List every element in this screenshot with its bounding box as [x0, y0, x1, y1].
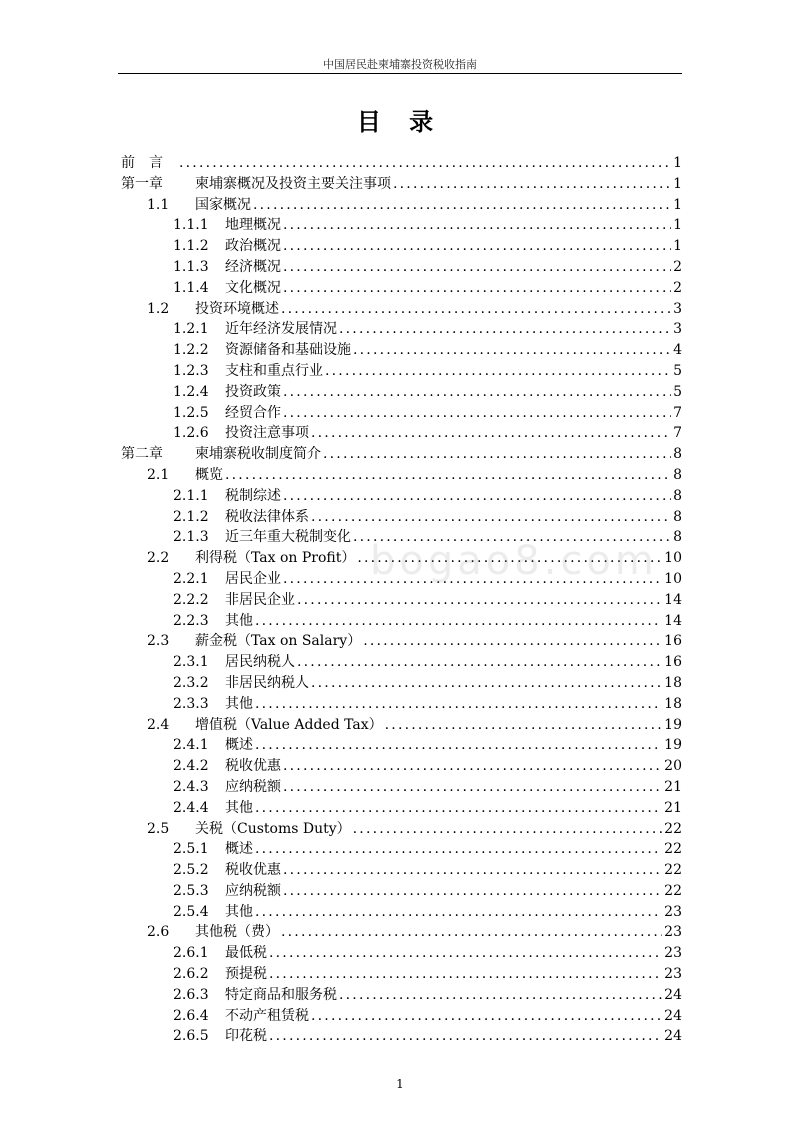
toc-entry-number: 2.6 [147, 924, 170, 941]
toc-entry-title: 其他税（费） [195, 924, 279, 941]
toc-entry-number: 1.1.2 [173, 238, 209, 255]
toc-entry-title: 柬埔寨税收制度简介 [195, 446, 321, 463]
toc-entry[interactable] [121, 195, 682, 216]
toc-entry[interactable] [121, 964, 682, 985]
toc-entry[interactable] [121, 631, 682, 652]
toc-entry-title: 薪金税（Tax on Salary） [195, 633, 362, 650]
toc-entry-number: 1.2.1 [173, 321, 209, 338]
toc-leader-dots [353, 819, 663, 840]
toc-entry-title: 其他 [225, 799, 253, 816]
toc-entry-page: 10 [664, 570, 682, 587]
toc-leader-dots [283, 382, 671, 403]
toc-entry[interactable] [121, 735, 682, 756]
toc-entry-number: 2.5.4 [173, 903, 209, 920]
toc-leader-dots [255, 611, 662, 632]
toc-entry[interactable] [121, 902, 682, 923]
toc-entry[interactable] [121, 527, 682, 548]
toc-entry-title: 居民企业 [225, 570, 281, 587]
toc-entry-number: 2.5.1 [173, 841, 209, 858]
toc-entry-title: 其他 [225, 903, 253, 920]
toc-leader-dots [255, 694, 662, 715]
toc-entry-number: 1.2.5 [173, 404, 209, 421]
toc-entry[interactable] [121, 569, 682, 590]
page-number: 1 [396, 1077, 404, 1091]
toc-entry-title: 投资注意事项 [225, 425, 309, 442]
toc-entry-page: 1 [673, 238, 682, 255]
toc-leader-dots [283, 278, 671, 299]
toc-entry-number: 2.3.3 [173, 695, 209, 712]
toc-leader-dots [255, 735, 662, 756]
toc-leader-dots [283, 486, 671, 507]
toc-entry-page: 23 [664, 903, 682, 920]
toc-entry-number: 1.2.2 [173, 342, 209, 359]
toc-entry-page: 22 [664, 882, 682, 899]
toc-entry-title: 资源储备和基础设施 [225, 342, 351, 359]
toc-entry-number: 2.3 [147, 633, 170, 650]
toc-leader-dots [339, 319, 671, 340]
toc-entry[interactable] [121, 215, 682, 236]
toc-entry-page: 24 [664, 1007, 682, 1024]
toc-entry-title: 概述 [225, 841, 253, 858]
toc-leader-dots [357, 548, 662, 569]
toc-entry-page: 5 [673, 362, 682, 379]
toc-entry-page: 19 [664, 716, 682, 733]
toc-entry-page: 16 [664, 633, 682, 650]
toc-entry-page: 1 [673, 175, 682, 192]
toc-entry-number: 前 言 [121, 155, 163, 171]
toc-entry-title: 地理概况 [225, 217, 281, 234]
toc-entry-page: 1 [673, 155, 682, 171]
toc-entry-number: 2.4.1 [173, 737, 209, 754]
toc-entry-page: 23 [664, 924, 682, 941]
toc-entry-page: 2 [673, 258, 682, 275]
toc-entry[interactable] [121, 798, 682, 819]
toc-entry[interactable] [121, 486, 682, 507]
toc-entry-page: 8 [673, 466, 682, 483]
toc-leader-dots [283, 236, 671, 257]
toc-entry[interactable] [121, 548, 682, 569]
toc-entry-page: 7 [673, 425, 682, 442]
toc-leader-dots [255, 798, 662, 819]
toc-entry-number: 2.6.3 [173, 986, 209, 1003]
toc-entry-number: 2.1.1 [173, 487, 209, 504]
toc-entry-number: 2.1.3 [173, 529, 209, 546]
toc-leader-dots [281, 299, 671, 320]
toc-entry-number: 2.6.1 [173, 945, 209, 962]
toc-leader-dots [311, 1006, 662, 1027]
toc-entry-title: 税收优惠 [225, 862, 281, 879]
toc-entry-number: 2.1 [147, 466, 170, 483]
toc-leader-dots [323, 444, 671, 465]
toc-entry[interactable] [121, 236, 682, 257]
toc-entry[interactable] [121, 922, 682, 943]
toc-entry-number: 2.2.1 [173, 570, 209, 587]
toc-entry-number: 2.6.4 [173, 1007, 209, 1024]
toc-entry-title: 税收优惠 [225, 758, 281, 775]
toc-leader-dots [283, 257, 671, 278]
toc-entry-number: 2.6.5 [173, 1028, 209, 1045]
toc-entry-title: 不动产租赁税 [225, 1007, 309, 1024]
toc-entry[interactable] [121, 756, 682, 777]
toc-leader-dots [353, 340, 671, 361]
watermark: bogao8.com [370, 538, 658, 584]
toc-entry-number: 2.4.3 [173, 778, 209, 795]
toc-entry-page: 10 [664, 550, 682, 567]
toc-leader-dots [269, 943, 662, 964]
toc-entry-number: 2.4.2 [173, 758, 209, 775]
toc-entry-number: 2.3.2 [173, 674, 209, 691]
toc-entry[interactable] [121, 382, 682, 403]
toc-entry-page: 23 [664, 945, 682, 962]
toc-entry-title: 税制综述 [225, 487, 281, 504]
toc-entry-title: 应纳税额 [225, 778, 281, 795]
toc-entry-title: 文化概况 [225, 279, 281, 296]
toc-entry[interactable] [121, 715, 682, 736]
toc-entry-title: 经济概况 [225, 258, 281, 275]
toc-entry-number: 2.2.3 [173, 612, 209, 629]
toc-entry-title: 应纳税额 [225, 882, 281, 899]
toc-entry-title: 其他 [225, 695, 253, 712]
toc-entry-title: 利得税（Tax on Profit） [195, 550, 356, 567]
toc-leader-dots [283, 756, 662, 777]
toc-entry-number: 第一章 [121, 175, 163, 192]
toc-leader-dots [311, 423, 671, 444]
toc-leader-dots [283, 569, 662, 590]
running-header: 中国居民赴柬埔寨投资税收指南 [323, 58, 477, 71]
toc-entry-title: 其他 [225, 612, 253, 629]
toc-entry-number: 2.1.2 [173, 508, 209, 525]
toc-leader-dots [393, 174, 671, 195]
toc-entry-title: 政治概况 [225, 238, 281, 255]
toc-entry-number: 1.2.6 [173, 425, 209, 442]
toc-entry-number: 1.1.4 [173, 279, 209, 296]
toc-entry-number: 2.6.2 [173, 966, 209, 983]
toc-leader-dots [385, 715, 663, 736]
toc-leader-dots [255, 902, 662, 923]
toc-entry-title: 经贸合作 [225, 404, 281, 421]
toc-leader-dots [179, 153, 671, 174]
toc-entry-number: 1.1.3 [173, 258, 209, 275]
toc-entry-number: 1.2 [147, 300, 170, 317]
toc-entry-title: 居民纳税人 [225, 654, 295, 671]
toc-leader-dots [255, 839, 662, 860]
toc-entry-page: 3 [673, 321, 682, 338]
toc-leader-dots [253, 195, 671, 216]
toc-entry-page: 8 [673, 508, 682, 525]
toc-entry[interactable] [121, 299, 682, 320]
toc-entry[interactable] [121, 1026, 682, 1047]
toc-entry[interactable] [121, 257, 682, 278]
toc-entry-page: 4 [673, 342, 682, 359]
toc-leader-dots [225, 465, 671, 486]
toc-leader-dots [269, 964, 662, 985]
toc-entry-page: 8 [673, 487, 682, 504]
toc-entry[interactable] [121, 881, 682, 902]
toc-entry-number: 1.1.1 [173, 217, 209, 234]
toc-entry-page: 23 [664, 966, 682, 983]
toc-entry[interactable] [121, 839, 682, 860]
toc-entry-page: 20 [664, 758, 682, 775]
toc-entry-page: 8 [673, 529, 682, 546]
toc-entry[interactable] [121, 319, 682, 340]
toc-entry-title: 关税（Customs Duty） [195, 820, 351, 837]
toc-leader-dots [283, 860, 662, 881]
toc-entry-page: 1 [673, 196, 682, 213]
toc-entry-title: 国家概况 [195, 196, 251, 213]
toc-entry-title: 非居民纳税人 [225, 674, 309, 691]
toc-entry-page: 8 [673, 446, 682, 463]
toc-entry-title: 非居民企业 [225, 591, 295, 608]
toc-leader-dots [325, 361, 671, 382]
toc-entry[interactable] [121, 673, 682, 694]
toc-entry-number: 1.1 [147, 196, 170, 213]
toc-entry[interactable] [121, 403, 682, 424]
toc-entry-page: 7 [673, 404, 682, 421]
toc-entry-title: 特定商品和服务税 [225, 986, 337, 1003]
toc-leader-dots [311, 673, 662, 694]
toc-entry[interactable] [121, 423, 682, 444]
toc-entry-number: 2.4 [147, 716, 170, 733]
toc-entry-page: 22 [664, 841, 682, 858]
toc-leader-dots [283, 881, 662, 902]
toc-entry-title: 最低税 [225, 945, 267, 962]
toc-entry[interactable] [121, 777, 682, 798]
toc-entry-page: 22 [664, 862, 682, 879]
toc-entry-page: 3 [673, 300, 682, 317]
toc-entry-number: 1.2.4 [173, 383, 209, 400]
toc-entry-page: 5 [673, 383, 682, 400]
toc-entry-page: 24 [664, 1028, 682, 1045]
toc-entry-page: 14 [664, 612, 682, 629]
toc-entry[interactable] [121, 819, 682, 840]
toc-leader-dots [283, 215, 671, 236]
header-rule [118, 73, 682, 74]
toc-entry[interactable] [121, 590, 682, 611]
toc-entry[interactable] [121, 985, 682, 1006]
toc-entry-number: 2.3.1 [173, 654, 209, 671]
toc-entry[interactable] [121, 611, 682, 632]
toc-entry-title: 概览 [195, 466, 223, 483]
toc-leader-dots [283, 403, 671, 424]
toc-leader-dots [281, 922, 662, 943]
toc-entry-page: 18 [664, 695, 682, 712]
toc-entry-title: 投资环境概述 [195, 300, 279, 317]
toc-entry-title: 近三年重大税制变化 [225, 529, 351, 546]
toc-entry-title: 投资政策 [225, 383, 281, 400]
toc-entry[interactable] [121, 465, 682, 486]
toc-entry-page: 16 [664, 654, 682, 671]
toc-title: 目 录 [356, 107, 444, 136]
toc-entry[interactable] [121, 278, 682, 299]
toc-entry-page: 1 [673, 217, 682, 234]
toc-entry-title: 支柱和重点行业 [225, 362, 323, 379]
toc-leader-dots [283, 777, 662, 798]
toc-entry-title: 柬埔寨概况及投资主要关注事项 [195, 175, 391, 192]
toc-entry-page: 18 [664, 674, 682, 691]
toc-list [121, 153, 682, 1047]
toc-entry-page: 14 [664, 591, 682, 608]
toc-leader-dots [311, 507, 671, 528]
toc-entry[interactable] [121, 153, 682, 174]
toc-entry-number: 1.2.3 [173, 362, 209, 379]
toc-entry-number: 2.5 [147, 820, 170, 837]
toc-leader-dots [363, 631, 662, 652]
toc-leader-dots [353, 527, 671, 548]
toc-entry[interactable] [121, 174, 682, 195]
toc-entry-page: 19 [664, 737, 682, 754]
toc-entry[interactable] [121, 943, 682, 964]
toc-entry[interactable] [121, 444, 682, 465]
toc-entry-page: 21 [664, 778, 682, 795]
toc-entry[interactable] [121, 507, 682, 528]
toc-leader-dots [297, 590, 662, 611]
toc-leader-dots [339, 985, 662, 1006]
toc-entry-title: 增值税（Value Added Tax） [195, 716, 383, 733]
toc-entry-page: 22 [664, 820, 682, 837]
toc-entry[interactable] [121, 694, 682, 715]
toc-entry-number: 2.2 [147, 550, 170, 567]
toc-entry-page: 2 [673, 279, 682, 296]
toc-entry-title: 印花税 [225, 1028, 267, 1045]
toc-entry-page: 24 [664, 986, 682, 1003]
toc-entry-title: 概述 [225, 737, 253, 754]
toc-entry-number: 2.2.2 [173, 591, 209, 608]
toc-entry-title: 近年经济发展情况 [225, 321, 337, 338]
toc-entry-title: 预提税 [225, 966, 267, 983]
toc-entry-page: 21 [664, 799, 682, 816]
toc-entry-title: 税收法律体系 [225, 508, 309, 525]
toc-leader-dots [269, 1026, 662, 1047]
toc-entry[interactable] [121, 860, 682, 881]
toc-entry[interactable] [121, 652, 682, 673]
toc-entry[interactable] [121, 361, 682, 382]
toc-entry-number: 第二章 [121, 446, 163, 463]
toc-entry-number: 2.5.3 [173, 882, 209, 899]
toc-entry[interactable] [121, 1006, 682, 1027]
toc-entry-number: 2.5.2 [173, 862, 209, 879]
toc-entry-number: 2.4.4 [173, 799, 209, 816]
toc-entry[interactable] [121, 340, 682, 361]
toc-leader-dots [297, 652, 662, 673]
